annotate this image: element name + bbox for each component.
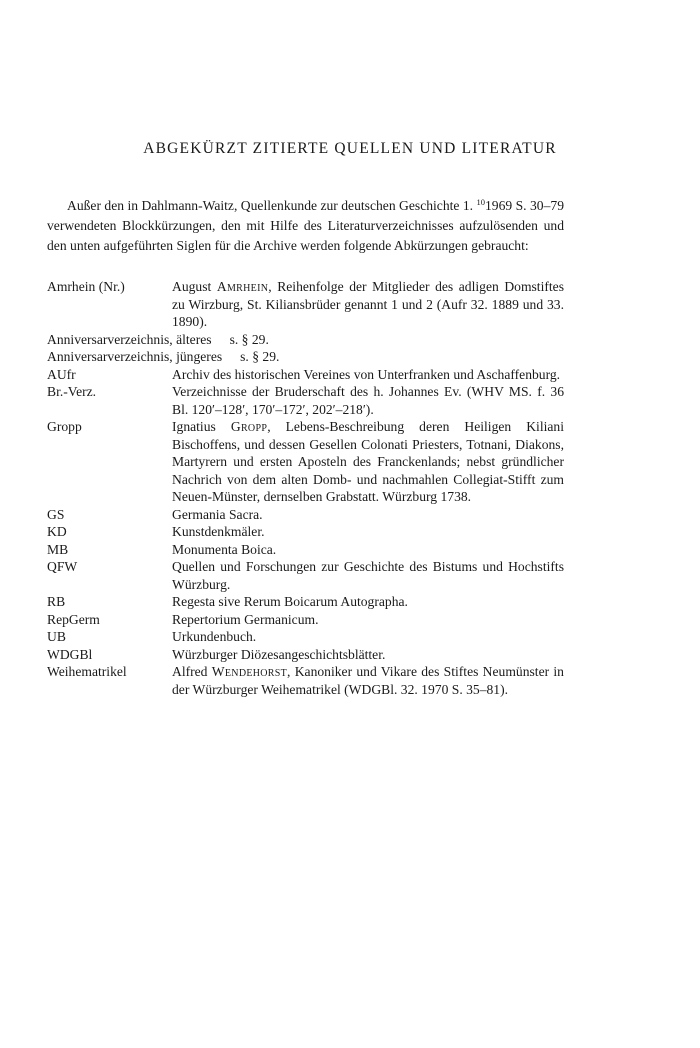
entry-key: RB [47, 594, 66, 609]
entry-value: Archiv des historischen Vereines von Unterfranken und Aschaffenburg. [172, 366, 561, 382]
entry-key: RepGerm [47, 611, 100, 627]
author-first-name: August [172, 279, 212, 294]
entry-key: Anniversarverzeichnis, älteres [47, 331, 212, 347]
entry-key: Gropp [47, 419, 82, 434]
entry-key: WDGBl [47, 646, 93, 662]
entry-key: QFW [47, 559, 78, 574]
author-first-name: Alfred [172, 664, 208, 679]
entry-mb [47, 541, 564, 559]
entry-gropp [47, 418, 564, 506]
entry-key: Anniversarverzeichnis, jüngeres [47, 349, 223, 364]
entry-value [172, 278, 564, 331]
entry-key: KD [47, 524, 67, 539]
entry-weihematrikel [47, 663, 564, 698]
entry-key: Amrhein (Nr.) [47, 279, 125, 294]
entry-key: Weihematrikel [47, 664, 127, 679]
entry-text: , Lebens-Beschreibung deren Heiligen Kiliani Bischoffens, und dessen Gesellen Colonati Priesters, Totnani, Diakons, Martyrern und ersten Aposteln des Franckenlands; nebst gründlicher Nachrich von dem alten Domb- und nachmahlen Collegiat-Stifft zum Neuen-Münster, dernselben Grabstatt. Würzburg 1738. [172, 419, 564, 504]
edition-superscript: 10 [476, 197, 485, 207]
author-last-name: Amrhein [216, 279, 269, 294]
entry-rb [47, 593, 564, 611]
entry-key: AUfr [47, 366, 76, 382]
entry-value [172, 418, 564, 506]
entry-value: Urkundenbuch. [172, 629, 257, 644]
entry-ub [47, 628, 564, 646]
entry-amrhein [47, 278, 564, 331]
author-last-name: Gropp [230, 419, 268, 434]
entry-br-verz [47, 383, 564, 418]
entry-qfw [47, 558, 564, 593]
entry-anniversar-juengeres [47, 348, 564, 366]
author-last-name: Wendehorst [211, 664, 288, 679]
entry-anniversar-aelteres [47, 331, 564, 349]
entry-value: Verzeichnisse der Bruderschaft des h. Johannes Ev. (WHV MS. f. 36 Bl. 120′–128′, 170′–172′, 202′–218′). [172, 384, 564, 417]
entry-gs [47, 506, 564, 524]
entry-value: s. § 29. [240, 349, 280, 364]
entry-text: , Kanoniker und Vikare des Stiftes Neumünster in der Würzburger Weihematrikel (WDGBl. 32. 1970 S. 35–81). [172, 664, 564, 697]
entry-value [172, 663, 564, 698]
entry-key: Br.-Verz. [47, 384, 97, 399]
abbreviation-list [47, 278, 564, 698]
entry-value: Kunstdenkmäler. [172, 524, 265, 539]
entry-value: Quellen und Forschungen zur Geschichte des Bistums und Hochstifts Würzburg. [172, 559, 564, 592]
intro-paragraph [47, 196, 564, 256]
entry-value: Repertorium Germanicum. [172, 611, 319, 627]
entry-kd [47, 523, 564, 541]
author-first-name: Ignatius [172, 419, 216, 434]
intro-text-2: 1969 S. 30–79 verwendeten Blockkürzungen, den mit Hilfe des Literaturverzeichnisses aufzulösenden und den unten aufgeführten Siglen für die Archive werden folgende Abkürzungen gebraucht: [47, 198, 564, 253]
intro-text-1: Außer den in Dahlmann-Waitz, Quellenkunde zur deutschen Geschichte 1. [67, 198, 474, 213]
entry-wdgbl [47, 646, 564, 664]
page-title: ABGEKÜRZT ZITIERTE QUELLEN UND LITERATUR [143, 140, 557, 157]
entry-text: , Reihenfolge der Mitglieder des adligen Domstiftes zu Wirzburg, St. Kiliansbrüder genannt 1 und 2 (Aufr 32. 1889 und 33. 1890). [172, 279, 564, 329]
entry-value: s. § 29. [229, 331, 269, 347]
entry-value: Germania Sacra. [172, 506, 263, 522]
entry-aufr [47, 366, 564, 384]
entry-key: MB [47, 541, 69, 557]
entry-value: Regesta sive Rerum Boicarum Autographa. [172, 594, 408, 609]
entry-key: GS [47, 506, 65, 522]
entry-key: UB [47, 629, 66, 644]
entry-repgerm [47, 611, 564, 629]
entry-value: Monumenta Boica. [172, 541, 277, 557]
entry-value: Würzburger Diözesangeschichtsblätter. [172, 646, 386, 662]
